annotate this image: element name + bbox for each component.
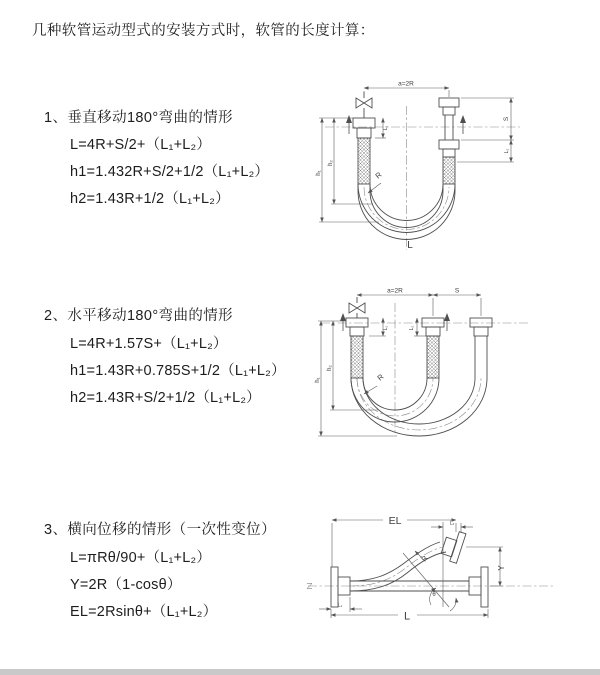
hose-assembly (353, 92, 459, 240)
formula-line: h1=1.432R+S/2+1/2（L₁+L₂） (70, 164, 270, 180)
dim-h1-label: h₁ (316, 170, 322, 176)
dim-s-label: S (454, 287, 460, 295)
radius-label: R (375, 372, 386, 383)
dim-l2-label: L₂ (409, 325, 415, 331)
displaced-hose (350, 542, 446, 591)
flange (481, 567, 488, 607)
flange (441, 537, 457, 557)
formula-line: Y=2R（1-cosθ） (70, 577, 182, 593)
radius-label: R (420, 554, 430, 564)
u-bend-hose (351, 378, 487, 436)
page-title: 几种软管运动型式的安装方式时，软管的长度计算： (32, 23, 375, 39)
braided-hose (443, 157, 455, 184)
braided-hose (351, 336, 363, 378)
flange (443, 107, 455, 115)
diagram-horizontal-bend (313, 283, 535, 463)
flange (353, 118, 375, 128)
hose-assembly (346, 297, 492, 436)
flange (357, 128, 371, 138)
formula-line: h2=1.43R+1/2（L₁+L₂） (70, 191, 230, 207)
centerline (308, 547, 553, 586)
dim-l2-label: L₂ (449, 520, 455, 527)
flange (426, 327, 440, 336)
dimensions (319, 88, 514, 222)
flange (450, 532, 466, 564)
section-2-heading: 2、水平移动180°弯曲的情形 (44, 308, 234, 324)
dimensions (307, 520, 503, 618)
theta-label: θ (432, 592, 436, 598)
dim-h2-label: h₂ (327, 365, 333, 371)
dim-l1-label: L₁ (383, 325, 389, 331)
flange (422, 318, 444, 327)
formula-line: L=πRθ/90+（L₁+L₂） (70, 550, 212, 566)
flange (439, 140, 459, 149)
braided-hose (358, 138, 370, 184)
dim-l-label: L (403, 610, 411, 623)
dim-a-label: a=2R (398, 80, 414, 88)
valve-icon (356, 98, 372, 108)
dim-y-label: Y (497, 565, 506, 571)
flange (346, 318, 368, 327)
dim-l1-label: L₁ (383, 125, 389, 131)
dim-a-label: a=2R (387, 287, 403, 295)
section-1-heading: 1、垂直移动180°弯曲的情形 (44, 110, 234, 126)
flange (443, 149, 455, 157)
formula-line: EL=2Rsinθ+（L₁+L₂） (70, 604, 218, 620)
formula-line: h1=1.43R+0.785S+1/2（L₁+L₂） (70, 363, 286, 379)
valve-icon (349, 303, 365, 313)
dim-s-label: S (503, 116, 510, 122)
flange (331, 567, 338, 607)
dim-el-label: EL (388, 515, 402, 527)
flange (350, 327, 364, 336)
length-label: L (407, 240, 413, 251)
radius-label: R (373, 170, 384, 181)
formula-line: L=4R+S/2+（L₁+L₂） (70, 137, 212, 153)
flange (439, 98, 459, 107)
dim-h2-label: h₂ (328, 160, 334, 166)
flange (470, 318, 492, 327)
flange (474, 327, 488, 336)
section-3-heading: 3、横向位移的情形（一次性变位） (44, 522, 276, 538)
hose-assembly (331, 532, 488, 607)
dim-l1-label: L₁ (337, 602, 343, 609)
formula-line: h2=1.43R+S/2+1/2（L₁+L₂） (70, 390, 261, 406)
braided-hose (427, 336, 439, 378)
dim-l2-label: L₂ (504, 148, 510, 154)
formula-line: L=4R+1.57S+（L₁+L₂） (70, 336, 228, 352)
page-bottom-edge (0, 669, 600, 675)
diagram-vertical-bend (315, 76, 530, 256)
dim-h1-label: h₁ (315, 377, 321, 383)
diagram-lateral-shift (303, 505, 561, 640)
